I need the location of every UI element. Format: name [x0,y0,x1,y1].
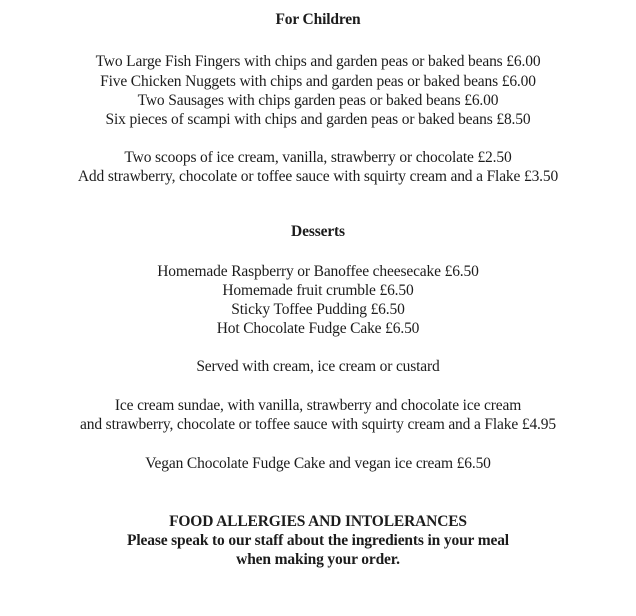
children-menu-item: Six pieces of scampi with chips and garden peas or baked beans £8.50 [105,111,531,128]
allergies-notice-continued: when making your order. [236,551,400,568]
dessert-item: Sticky Toffee Pudding £6.50 [231,301,405,318]
children-ice-cream-addon: Add strawberry, chocolate or toffee sauce with squirty cream and a Flake £3.50 [77,168,559,185]
dessert-item: Homemade fruit crumble £6.50 [222,282,414,299]
vegan-dessert-item: Vegan Chocolate Fudge Cake and vegan ice cream £6.50 [145,455,491,472]
children-ice-cream-item: Two scoops of ice cream, vanilla, strawberry or chocolate £2.50 [124,149,512,166]
allergies-heading: FOOD ALLERGIES AND INTOLERANCES [169,513,467,530]
dessert-item: Homemade Raspberry or Banoffee cheesecake £6.50 [157,263,479,280]
children-menu-item: Five Chicken Nuggets with chips and garden peas or baked beans £6.00 [100,73,536,90]
children-heading: For Children [275,11,361,28]
children-menu-item: Two Sausages with chips garden peas or baked beans £6.00 [137,92,499,109]
dessert-item: Hot Chocolate Fudge Cake £6.50 [216,320,420,337]
allergies-notice: Please speak to our staff about the ingredients in your meal [127,532,509,549]
sundae-item: Ice cream sundae, with vanilla, strawberry and chocolate ice cream [114,397,522,414]
sundae-item-continued: and strawberry, chocolate or toffee sauce with squirty cream and a Flake £4.95 [80,416,556,433]
children-menu-item: Two Large Fish Fingers with chips and garden peas or baked beans £6.00 [95,53,541,70]
desserts-heading: Desserts [291,223,345,240]
dessert-served-with-note: Served with cream, ice cream or custard [196,358,440,375]
